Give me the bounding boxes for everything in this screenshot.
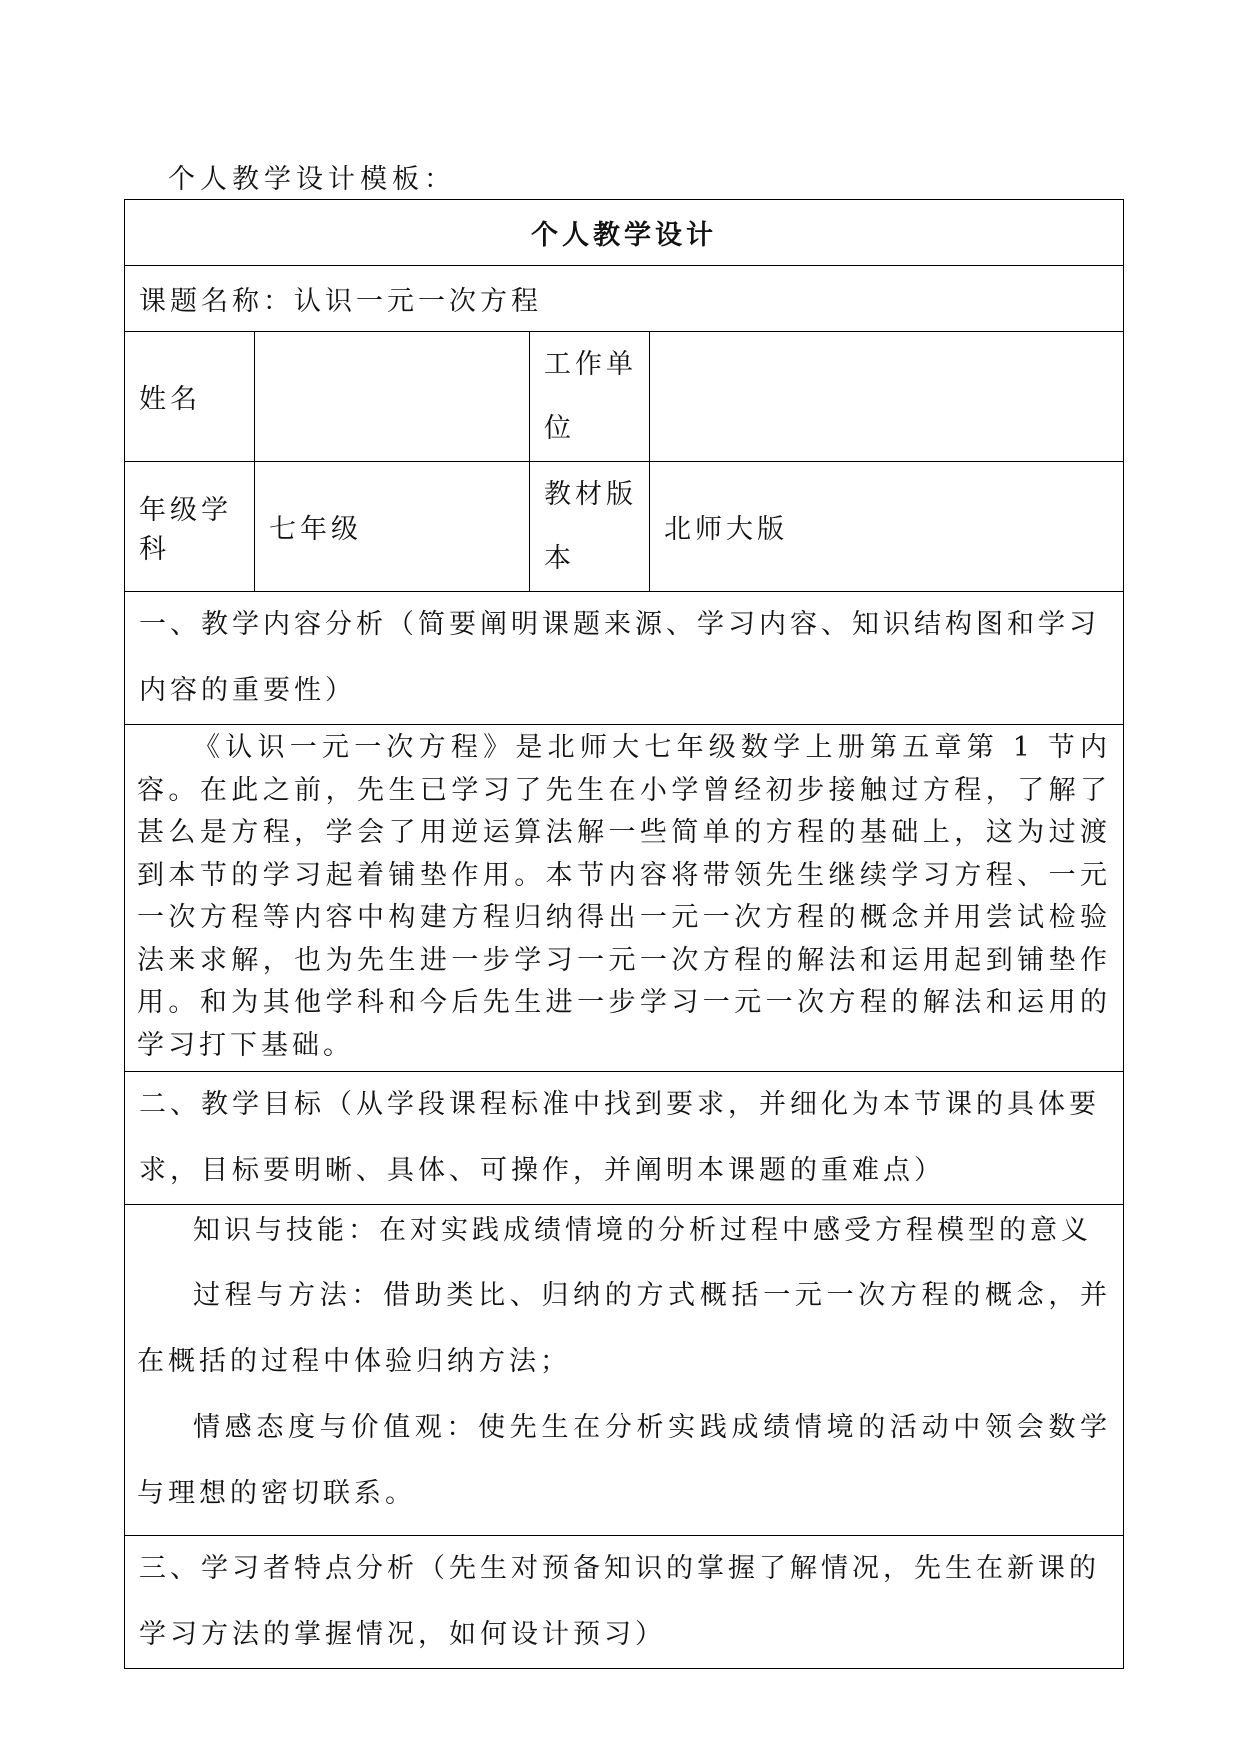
textbook-value: 北师大版 [650, 462, 1124, 592]
objective-knowledge: 知识与技能：在对实践成绩情境的分析过程中感受方程模型的意义 [193, 1215, 1092, 1246]
content-analysis-body [125, 725, 1124, 1072]
objectives-body [125, 1205, 1124, 1536]
topic-row: 课题名称：认识一元一次方程 [125, 266, 1124, 332]
work-unit-label: 工作单位 [530, 332, 650, 462]
work-unit-value[interactable] [650, 332, 1124, 462]
textbook-label: 教材版本 [530, 462, 650, 592]
content-analysis-heading: 一、教学内容分析（简要阐明课题来源、学习内容、知识结构图和学习内容的重要性） [125, 592, 1124, 725]
objective-emotion: 情感态度与价值观：使先生在分析实践成绩情境的活动中领会数学与理想的密切联系。 [137, 1412, 1111, 1509]
table-title: 个人教学设计 [125, 200, 1124, 266]
name-value[interactable] [255, 332, 530, 462]
content-analysis-text: 《认识一元一次方程》是北师大七年级数学上册第五章第 1 节内容。在此之前，先生已学习了先生在小学曾经初步接触过方程，了解了甚么是方程，学会了用逆运算法解一些简单的方程的基础上，这为过渡到本节的学习起着铺垫作用。本节内容将带领先生继续学习方程、一元一次方程等内容中构建方程归纳得出一元一次方程的概念并用尝试检验法来求解，也为先生进一步学习一元一次方程的解法和运用起到铺垫作用。和为其他学科和今后先生进一步学习一元一次方程的解法和运用的学习打下基础。 [137, 732, 1111, 1061]
objective-process: 过程与方法：借助类比、归纳的方式概括一元一次方程的概念，并在概括的过程中体验归纳方法； [137, 1280, 1111, 1377]
page-caption: 个人教学设计模板： [168, 164, 456, 195]
name-label: 姓名 [125, 332, 255, 462]
learner-analysis-heading: 三、学习者特点分析（先生对预备知识的掌握了解情况，先生在新课的学习方法的掌握情况，如何设计预习） [125, 1536, 1124, 1669]
grade-label: 年级学科 [125, 462, 255, 592]
objectives-heading: 二、教学目标（从学段课程标准中找到要求，并细化为本节课的具体要求，目标要明晰、具体、可操作，并阐明本课题的重难点） [125, 1072, 1124, 1205]
teaching-design-table [124, 199, 1124, 1669]
grade-value: 七年级 [255, 462, 530, 592]
